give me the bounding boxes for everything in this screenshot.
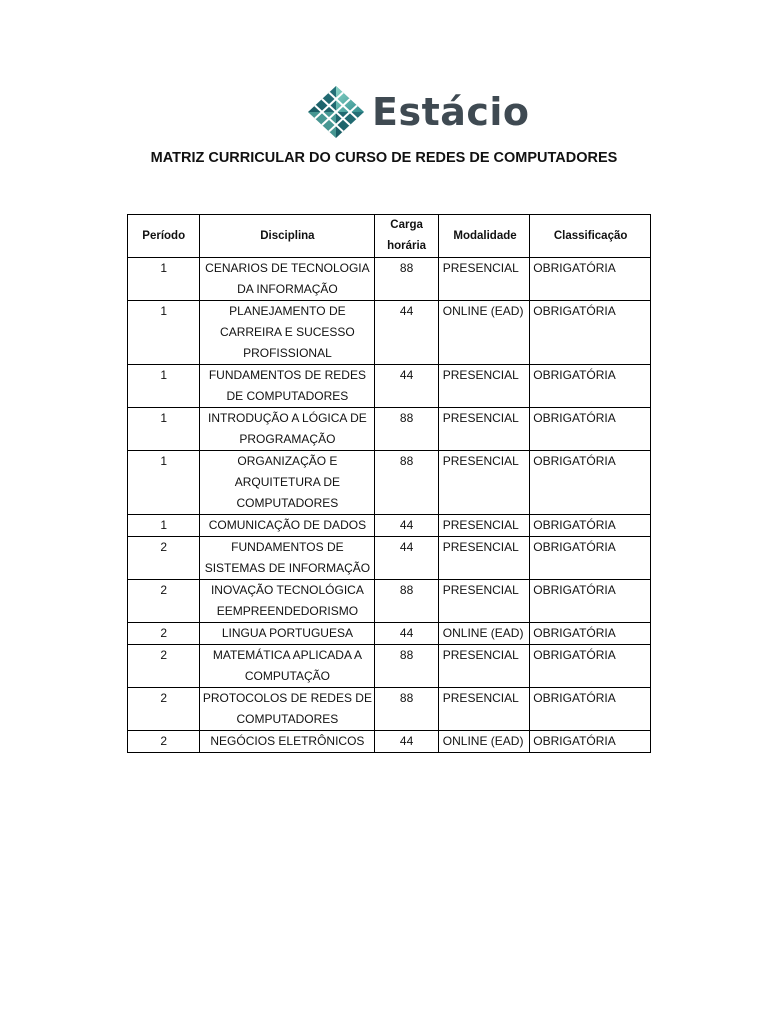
cell-classificacao: OBRIGATÓRIA [530, 515, 651, 537]
table-row [128, 515, 651, 537]
table-row [128, 408, 651, 451]
cell-periodo: 1 [128, 515, 200, 537]
table-row [128, 731, 651, 753]
header-carga-line2: horária [387, 240, 427, 252]
diamond-globe-logo-icon [306, 84, 366, 140]
cell-disciplina: FUNDAMENTOS DE REDES DE COMPUTADORES [200, 365, 375, 408]
cell-modalidade: PRESENCIAL [438, 451, 530, 515]
table-row [128, 451, 651, 515]
table-row [128, 537, 651, 580]
table-header-row [128, 215, 651, 258]
cell-modalidade: PRESENCIAL [438, 645, 530, 688]
cell-carga-horaria: 88 [375, 645, 438, 688]
cell-carga-horaria: 88 [375, 451, 438, 515]
cell-disciplina: INOVAÇÃO TECNOLÓGICA EEMPREENDEDORISMO [200, 580, 375, 623]
cell-modalidade: PRESENCIAL [438, 258, 530, 301]
cell-disciplina: COMUNICAÇÃO DE DADOS [200, 515, 375, 537]
cell-disciplina: NEGÓCIOS ELETRÔNICOS [200, 731, 375, 753]
cell-periodo: 2 [128, 623, 200, 645]
cell-periodo: 1 [128, 408, 200, 451]
cell-carga-horaria: 44 [375, 301, 438, 365]
cell-disciplina: PLANEJAMENTO DE CARREIRA E SUCESSO PROFISSIONAL [200, 301, 375, 365]
cell-periodo: 1 [128, 365, 200, 408]
header-carga-horaria [375, 215, 438, 258]
cell-modalidade: ONLINE (EAD) [438, 623, 530, 645]
cell-carga-horaria: 44 [375, 537, 438, 580]
header-periodo: Período [128, 215, 200, 258]
cell-classificacao: OBRIGATÓRIA [530, 408, 651, 451]
cell-carga-horaria: 88 [375, 408, 438, 451]
cell-classificacao: OBRIGATÓRIA [530, 537, 651, 580]
table-row [128, 365, 651, 408]
cell-periodo: 1 [128, 258, 200, 301]
header-carga-line1: Carga [390, 219, 423, 231]
cell-classificacao: OBRIGATÓRIA [530, 258, 651, 301]
cell-disciplina: LINGUA PORTUGUESA [200, 623, 375, 645]
cell-modalidade: PRESENCIAL [438, 365, 530, 408]
cell-classificacao: OBRIGATÓRIA [530, 623, 651, 645]
cell-carga-horaria: 44 [375, 731, 438, 753]
estacio-logo [306, 84, 530, 140]
logo-wordmark: Estácio [372, 90, 530, 134]
cell-carga-horaria: 44 [375, 623, 438, 645]
cell-periodo: 2 [128, 645, 200, 688]
cell-carga-horaria: 88 [375, 258, 438, 301]
table-row [128, 580, 651, 623]
table-row [128, 623, 651, 645]
cell-modalidade: PRESENCIAL [438, 515, 530, 537]
cell-modalidade: PRESENCIAL [438, 408, 530, 451]
cell-periodo: 2 [128, 731, 200, 753]
cell-modalidade: PRESENCIAL [438, 580, 530, 623]
cell-periodo: 2 [128, 580, 200, 623]
cell-disciplina: FUNDAMENTOS DE SISTEMAS DE INFORMAÇÃO [200, 537, 375, 580]
cell-disciplina: MATEMÁTICA APLICADA A COMPUTAÇÃO [200, 645, 375, 688]
cell-modalidade: PRESENCIAL [438, 688, 530, 731]
cell-periodo: 2 [128, 537, 200, 580]
cell-carga-horaria: 44 [375, 365, 438, 408]
cell-modalidade: ONLINE (EAD) [438, 301, 530, 365]
cell-disciplina: PROTOCOLOS DE REDES DE COMPUTADORES [200, 688, 375, 731]
table-row [128, 301, 651, 365]
cell-classificacao: OBRIGATÓRIA [530, 580, 651, 623]
cell-periodo: 2 [128, 688, 200, 731]
cell-carga-horaria: 88 [375, 580, 438, 623]
table-row [128, 688, 651, 731]
table-row [128, 645, 651, 688]
cell-carga-horaria: 88 [375, 688, 438, 731]
table-row [128, 258, 651, 301]
header-disciplina: Disciplina [200, 215, 375, 258]
cell-modalidade: ONLINE (EAD) [438, 731, 530, 753]
cell-modalidade: PRESENCIAL [438, 537, 530, 580]
cell-classificacao: OBRIGATÓRIA [530, 731, 651, 753]
curriculum-table [127, 214, 651, 753]
document-title: MATRIZ CURRICULAR DO CURSO DE REDES DE COMPUTADORES [150, 150, 618, 166]
cell-periodo: 1 [128, 301, 200, 365]
cell-carga-horaria: 44 [375, 515, 438, 537]
cell-classificacao: OBRIGATÓRIA [530, 451, 651, 515]
cell-disciplina: ORGANIZAÇÃO E ARQUITETURA DE COMPUTADORES [200, 451, 375, 515]
cell-classificacao: OBRIGATÓRIA [530, 688, 651, 731]
header-classificacao: Classificação [530, 215, 651, 258]
cell-disciplina: CENARIOS DE TECNOLOGIA DA INFORMAÇÃO [200, 258, 375, 301]
cell-classificacao: OBRIGATÓRIA [530, 301, 651, 365]
cell-classificacao: OBRIGATÓRIA [530, 645, 651, 688]
cell-periodo: 1 [128, 451, 200, 515]
cell-disciplina: INTRODUÇÃO A LÓGICA DE PROGRAMAÇÃO [200, 408, 375, 451]
header-modalidade: Modalidade [438, 215, 530, 258]
cell-classificacao: OBRIGATÓRIA [530, 365, 651, 408]
